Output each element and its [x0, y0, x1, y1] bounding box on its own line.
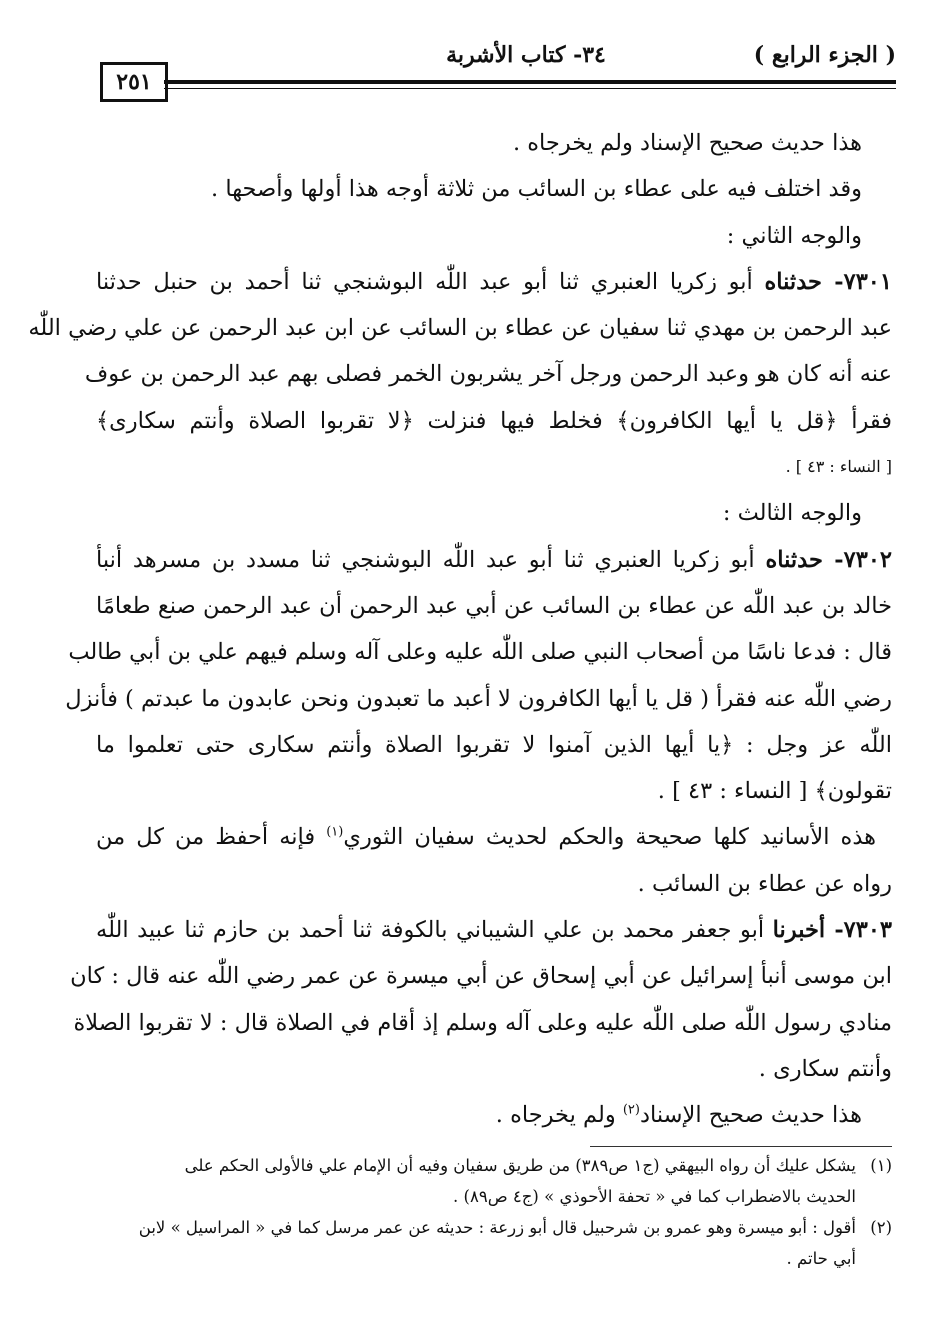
hadith-7302-line: ٧٣٠٢- حدثناه أبو زكريا العنبري ثنا أبو عبد اللّٰه البوشنجي ثنا مسدد بن مسرهد أنبأ [96, 546, 892, 573]
text-line: تقولون﴾ [ النساء : ٤٣ ] . [657, 778, 892, 805]
hadith-number: ٧٣٠٣- أخبرنا [772, 917, 893, 944]
header-rule-thick [164, 80, 896, 84]
hadith-7301-line: ٧٣٠١- حدثناه أبو زكريا العنبري ثنا أبو عبد اللّٰه البوشنجي ثنا أحمد بن حنبل حدثنا [96, 268, 892, 295]
footnote-separator [590, 1146, 892, 1147]
footnote-ref: (١) [326, 824, 344, 840]
text-line: اللّٰه عز وجل : ﴿يا أيها الذين آمنوا لا تقربوا الصلاة وأنتم سكارى حتى تعلموا ما [96, 731, 892, 758]
hadith-number: ٧٣٠٢- حدثناه [765, 546, 892, 573]
text-line: قال : فدعا ناسًا من أصحاب النبي صلى اللّٰه عليه وعلى آله وسلم فيهم علي بن أبي طالب [68, 639, 892, 666]
footnote-1-cont: الحديث بالاضطراب كما في « تحفة الأحوذي » (ج٤ ص٨٩) . [453, 1187, 856, 1206]
comment-line: هذه الأسانيد كلها صحيحة والحكم لحديث سفيان الثوري$^{(١)}$ فإنه أحفظ من كل من [96, 824, 876, 851]
text-line: منادي رسول اللّٰه صلى اللّٰه عليه وعلى آله وسلم إذ أقام في الصلاة قال : لا تقربوا الصلاة [73, 1009, 892, 1036]
text-line: وأنتم سكارى . [758, 1055, 892, 1082]
text-line: خالد بن عبد اللّٰه عن عطاء بن السائب عن أبي عبد الرحمن أن عبد الرحمن صنع طعامًا [96, 592, 892, 619]
footnote-2-cont: أبي حاتم . [786, 1249, 856, 1268]
text-line: فقرأ ﴿قل يا أيها الكافرون﴾ فخلط فيها فنزلت ﴿لا تقربوا الصلاة وأنتم سكارى﴾ [96, 407, 892, 434]
footnote-number: (٢) [870, 1218, 892, 1237]
text-line: والوجه الثالث : [722, 500, 862, 527]
text-line: ابن موسى أنبأ إسرائيل عن أبي إسحاق عن أبي ميسرة عن عمر رضي اللّٰه عنه قال : كان [70, 963, 892, 990]
hadith-number: ٧٣٠١- حدثناه [764, 268, 892, 295]
quran-reference: [ النساء : ٤٣ ] . [785, 457, 892, 477]
text-line: رواه عن عطاء بن السائب . [637, 870, 892, 897]
text-line: والوجه الثاني : [726, 222, 862, 249]
text-line: وقد اختلف فيه على عطاء بن السائب من ثلاثة أوجه هذا أولها وأصحها . [211, 176, 862, 203]
footnote-number: (١) [870, 1156, 892, 1175]
text-line: عبد الرحمن بن مهدي ثنا سفيان عن عطاء بن السائب عن ابن عبد الرحمن عن علي رضي اللّٰه [28, 315, 892, 342]
page-header [96, 36, 896, 96]
text-line: عنه أنه كان هو وعبد الرحمن ورجل آخر يشربون الخمر فصلى بهم عبد الرحمن بن عوف [84, 361, 892, 388]
header-rule-thin [164, 88, 896, 89]
footnote-2: (٢)أقول : أبو ميسرة وهو عمرو بن شرحبيل قال أبو زرعة : حديثه عن عمر مرسل كما في « المراسيل » لابن [96, 1212, 892, 1243]
text-line: هذا حديث صحيح الإسناد ولم يخرجاه . [512, 130, 862, 156]
chapter-title: ٣٤- كتاب الأشربة [446, 42, 606, 68]
footnote-ref: (٢) [622, 1102, 640, 1118]
page-number: ٢٥١ [100, 62, 168, 102]
closing-line: هذا حديث صحيح الإسناد$^{(٢)}$ ولم يخرجاه . [495, 1102, 862, 1129]
footnotes [96, 1150, 892, 1274]
footnote-1: (١)يشكل عليك أن رواه البيهقي (ج١ ص٣٨٩) من طريق سفيان وفيه أن الإمام علي فالأولى الحكم على [96, 1150, 892, 1181]
volume-title: ( الجزء الرابع ) [753, 42, 896, 68]
text-line: رضي اللّٰه عنه فقرأ ( قل يا أيها الكافرون لا أعبد ما تعبدون ونحن عابدون ما عبدتم ) فأنزل [65, 685, 892, 712]
main-text [28, 120, 893, 1139]
hadith-7303-line: ٧٣٠٣- أخبرنا أبو جعفر محمد بن علي الشيباني بالكوفة ثنا أحمد بن حازم ثنا عبيد اللّٰه [96, 917, 893, 944]
